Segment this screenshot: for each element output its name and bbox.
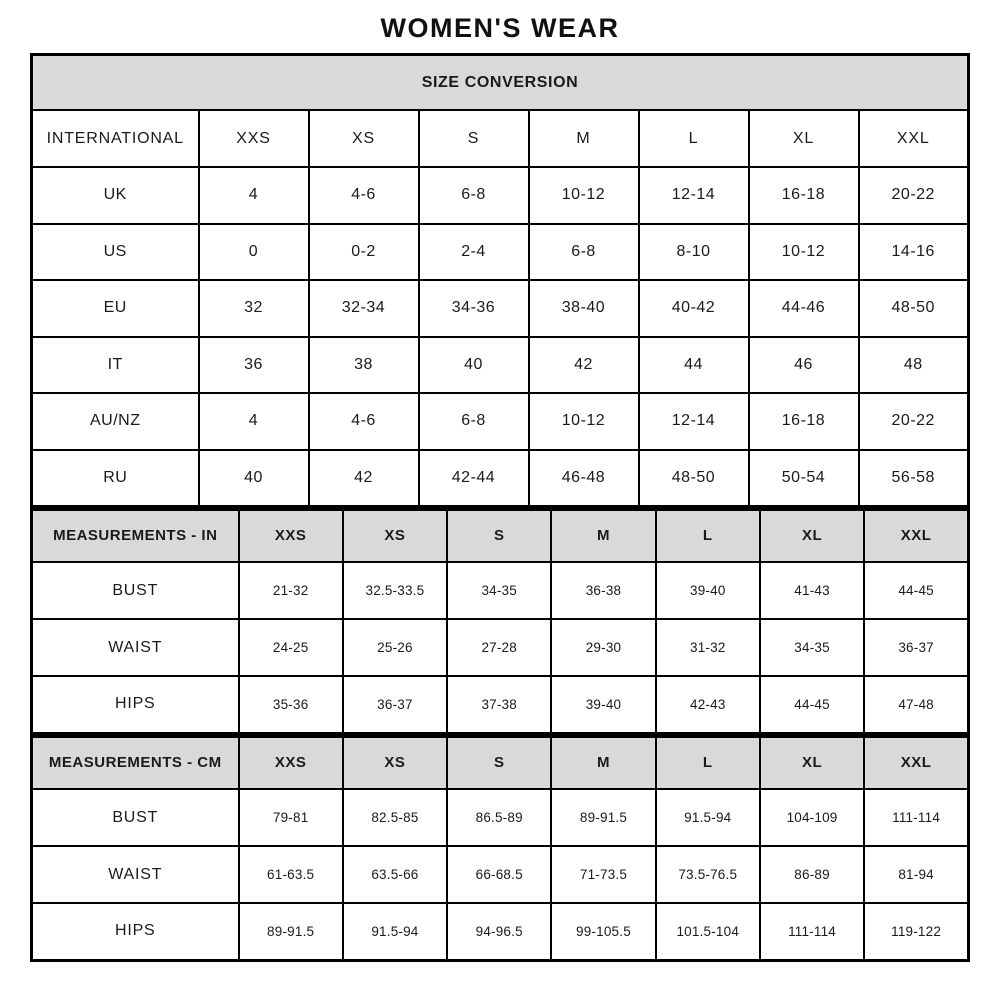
measurements-in-header-cell: XXS (239, 509, 343, 562)
measurements-cm-row-label: WAIST (32, 846, 239, 903)
size-conversion-value-cell: 46 (749, 337, 859, 394)
measurements-in-row (32, 562, 969, 619)
measurements-cm-header-cell: S (447, 736, 551, 789)
measurements-in-value-cell: 36-38 (551, 562, 655, 619)
size-conversion-value-cell: 20-22 (859, 393, 969, 450)
measurements-in-value-cell: 39-40 (551, 676, 655, 733)
measurements-cm-table (30, 735, 970, 962)
size-conversion-header-cell: XXS (199, 110, 309, 167)
size-conversion-value-cell: 46-48 (529, 450, 639, 507)
measurements-cm-header-cell: XS (343, 736, 447, 789)
size-conversion-value-cell: 38 (309, 337, 419, 394)
measurements-in-value-cell: 21-32 (239, 562, 343, 619)
size-conversion-value-cell: 4-6 (309, 167, 419, 224)
size-conversion-value-cell: 10-12 (749, 224, 859, 281)
measurements-in-value-cell: 29-30 (551, 619, 655, 676)
size-conversion-value-cell: 42 (529, 337, 639, 394)
size-conversion-value-cell: 38-40 (529, 280, 639, 337)
measurements-cm-header-cell: L (656, 736, 760, 789)
size-conversion-value-cell: 42 (309, 450, 419, 507)
measurements-in-row-label: BUST (32, 562, 239, 619)
size-conversion-value-cell: 10-12 (529, 393, 639, 450)
size-conversion-value-cell: 12-14 (639, 393, 749, 450)
size-conversion-value-cell: 10-12 (529, 167, 639, 224)
size-conversion-value-cell: 6-8 (529, 224, 639, 281)
measurements-in-header-cell: S (447, 509, 551, 562)
size-conversion-value-cell: 42-44 (419, 450, 529, 507)
measurements-in-header-cell: XXL (864, 509, 968, 562)
measurements-cm-header-cell: MEASUREMENTS - CM (32, 736, 239, 789)
measurements-cm-value-cell: 81-94 (864, 846, 968, 903)
measurements-cm-value-cell: 104-109 (760, 789, 864, 846)
size-conversion-row (32, 393, 969, 450)
measurements-cm-value-cell: 82.5-85 (343, 789, 447, 846)
size-conversion-header-cell: S (419, 110, 529, 167)
size-conversion-header-cell: L (639, 110, 749, 167)
size-conversion-value-cell: 44 (639, 337, 749, 394)
measurements-in-header-cell: XL (760, 509, 864, 562)
size-conversion-value-cell: 48 (859, 337, 969, 394)
size-conversion-header-cell: M (529, 110, 639, 167)
measurements-in-value-cell: 34-35 (760, 619, 864, 676)
measurements-in-value-cell: 41-43 (760, 562, 864, 619)
measurements-in-value-cell: 47-48 (864, 676, 968, 733)
size-conversion-header-cell: XL (749, 110, 859, 167)
size-conversion-value-cell: 32-34 (309, 280, 419, 337)
page-title: WOMEN'S WEAR (380, 13, 620, 43)
measurements-in-row (32, 676, 969, 733)
measurements-cm-value-cell: 94-96.5 (447, 903, 551, 960)
size-conversion-value-cell: 48-50 (639, 450, 749, 507)
size-conversion-row-label: IT (32, 337, 199, 394)
size-conversion-value-cell: 32 (199, 280, 309, 337)
measurements-in-value-cell: 44-45 (760, 676, 864, 733)
measurements-in-value-cell: 39-40 (656, 562, 760, 619)
size-conversion-row (32, 167, 969, 224)
size-conversion-value-cell: 56-58 (859, 450, 969, 507)
measurements-cm-header-cell: XXS (239, 736, 343, 789)
size-conversion-value-cell: 6-8 (419, 393, 529, 450)
measurements-in-value-cell: 34-35 (447, 562, 551, 619)
size-conversion-value-cell: 8-10 (639, 224, 749, 281)
measurements-cm-value-cell: 89-91.5 (239, 903, 343, 960)
size-conversion-value-cell: 6-8 (419, 167, 529, 224)
measurements-cm-value-cell: 111-114 (864, 789, 968, 846)
measurements-cm-row (32, 846, 969, 903)
size-conversion-value-cell: 4 (199, 393, 309, 450)
size-conversion-header-cell: XXL (859, 110, 969, 167)
measurements-cm-value-cell: 91.5-94 (656, 789, 760, 846)
measurements-cm-value-cell: 99-105.5 (551, 903, 655, 960)
size-conversion-header-cell: XS (309, 110, 419, 167)
size-conversion-value-cell: 16-18 (749, 393, 859, 450)
measurements-cm-value-cell: 63.5-66 (343, 846, 447, 903)
measurements-in-row (32, 619, 969, 676)
measurements-in-value-cell: 44-45 (864, 562, 968, 619)
measurements-in-row-label: HIPS (32, 676, 239, 733)
measurements-cm-value-cell: 86.5-89 (447, 789, 551, 846)
size-conversion-value-cell: 2-4 (419, 224, 529, 281)
measurements-cm-value-cell: 71-73.5 (551, 846, 655, 903)
size-conversion-value-cell: 4 (199, 167, 309, 224)
measurements-in-value-cell: 36-37 (343, 676, 447, 733)
measurements-cm-value-cell: 79-81 (239, 789, 343, 846)
measurements-in-header-cell: XS (343, 509, 447, 562)
measurements-cm-header-cell: XXL (864, 736, 968, 789)
size-conversion-value-cell: 48-50 (859, 280, 969, 337)
size-conversion-row-label: AU/NZ (32, 393, 199, 450)
measurements-in-table (30, 508, 970, 735)
measurements-cm-value-cell: 101.5-104 (656, 903, 760, 960)
size-conversion-row (32, 224, 969, 281)
size-conversion-value-cell: 0-2 (309, 224, 419, 281)
measurements-cm-value-cell: 86-89 (760, 846, 864, 903)
size-conversion-value-cell: 14-16 (859, 224, 969, 281)
size-conversion-value-cell: 36 (199, 337, 309, 394)
size-conversion-table (30, 53, 970, 508)
size-conversion-value-cell: 0 (199, 224, 309, 281)
measurements-cm-value-cell: 111-114 (760, 903, 864, 960)
size-conversion-value-cell: 40 (199, 450, 309, 507)
size-conversion-value-cell: 34-36 (419, 280, 529, 337)
size-conversion-value-cell: 50-54 (749, 450, 859, 507)
measurements-cm-row (32, 903, 969, 960)
measurements-in-value-cell: 27-28 (447, 619, 551, 676)
measurements-in-header-cell: M (551, 509, 655, 562)
size-conversion-value-cell: 12-14 (639, 167, 749, 224)
measurements-in-value-cell: 24-25 (239, 619, 343, 676)
size-conversion-row-label: RU (32, 450, 199, 507)
measurements-in-value-cell: 25-26 (343, 619, 447, 676)
measurements-in-header-cell: MEASUREMENTS - IN (32, 509, 239, 562)
measurements-in-value-cell: 37-38 (447, 676, 551, 733)
measurements-in-value-cell: 31-32 (656, 619, 760, 676)
measurements-cm-header-cell: M (551, 736, 655, 789)
size-conversion-row (32, 337, 969, 394)
size-conversion-row (32, 450, 969, 507)
size-conversion-value-cell: 40-42 (639, 280, 749, 337)
measurements-in-value-cell: 35-36 (239, 676, 343, 733)
size-conversion-header-cell: INTERNATIONAL (32, 110, 199, 167)
measurements-cm-value-cell: 91.5-94 (343, 903, 447, 960)
size-conversion-value-cell: 40 (419, 337, 529, 394)
measurements-in-header-cell: L (656, 509, 760, 562)
size-conversion-value-cell: 16-18 (749, 167, 859, 224)
measurements-cm-value-cell: 119-122 (864, 903, 968, 960)
size-conversion-row-label: US (32, 224, 199, 281)
measurements-in-value-cell: 42-43 (656, 676, 760, 733)
measurements-cm-header-cell: XL (760, 736, 864, 789)
size-conversion-row-label: UK (32, 167, 199, 224)
measurements-cm-value-cell: 73.5-76.5 (656, 846, 760, 903)
size-conversion-banner: SIZE CONVERSION (32, 55, 969, 111)
size-conversion-value-cell: 20-22 (859, 167, 969, 224)
size-conversion-value-cell: 4-6 (309, 393, 419, 450)
size-conversion-row (32, 280, 969, 337)
measurements-in-value-cell: 36-37 (864, 619, 968, 676)
measurements-cm-value-cell: 66-68.5 (447, 846, 551, 903)
size-conversion-value-cell: 44-46 (749, 280, 859, 337)
measurements-cm-row-label: HIPS (32, 903, 239, 960)
measurements-cm-value-cell: 61-63.5 (239, 846, 343, 903)
measurements-in-row-label: WAIST (32, 619, 239, 676)
measurements-cm-row-label: BUST (32, 789, 239, 846)
size-conversion-row-label: EU (32, 280, 199, 337)
measurements-cm-value-cell: 89-91.5 (551, 789, 655, 846)
measurements-cm-row (32, 789, 969, 846)
measurements-in-value-cell: 32.5-33.5 (343, 562, 447, 619)
